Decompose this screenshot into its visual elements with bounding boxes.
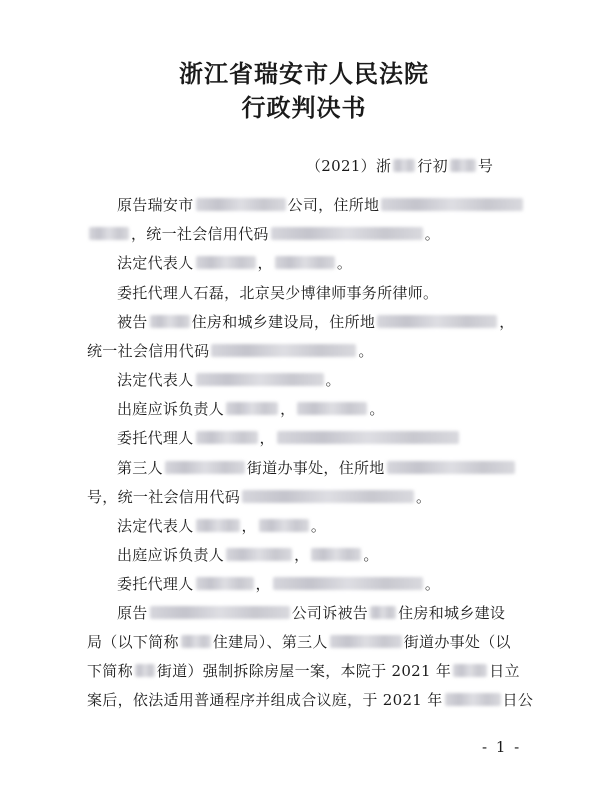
defendant-line: 被告 住房和城乡建设局，住所地 ， bbox=[117, 313, 515, 331]
redaction bbox=[196, 519, 240, 532]
third-party-legal-rep: 法定代表人 ， 。 bbox=[117, 517, 327, 535]
redaction bbox=[377, 315, 497, 328]
case-number: （2021）浙 行初 号 bbox=[306, 157, 494, 175]
redaction bbox=[242, 490, 414, 503]
defendant-agent: 委托代理人 ， bbox=[117, 428, 461, 448]
redaction bbox=[226, 548, 292, 561]
defendant-line-cont: 统一社会信用代码 。 bbox=[87, 342, 374, 360]
redaction bbox=[271, 227, 423, 240]
redaction bbox=[211, 344, 356, 357]
redaction bbox=[393, 159, 415, 172]
defendant-responsible-person: 出庭应诉负责人 ， 。 bbox=[117, 400, 385, 418]
third-party-agent: 委托代理人 ， 。 bbox=[117, 575, 441, 593]
redaction bbox=[370, 606, 396, 619]
redaction bbox=[196, 373, 324, 386]
case-summary-line4: 案后，依法适用普通程序并组成合议庭，于 2021 年 日公 bbox=[87, 691, 534, 709]
redaction bbox=[311, 548, 361, 561]
case-summary-line2: 局（以下简称 住建局）、第三人 街道办事处（以 bbox=[87, 633, 511, 651]
redaction bbox=[297, 402, 367, 415]
redaction bbox=[277, 431, 459, 444]
redaction bbox=[150, 315, 190, 328]
redaction bbox=[275, 256, 335, 269]
document-type-title: 行政判决书 bbox=[241, 94, 367, 122]
third-party-line: 第三人 街道办事处，住所地 bbox=[117, 458, 517, 478]
court-name-title: 浙江省瑞安市人民法院 bbox=[179, 60, 429, 88]
case-summary-line3: 下简称 街道）强制拆除房屋一案，本院于 2021 年 日立 bbox=[87, 662, 520, 680]
redaction bbox=[330, 635, 402, 648]
plaintiff-legal-rep: 法定代表人 ， 。 bbox=[117, 254, 353, 272]
plaintiff-line: 原告瑞安市 公司，住所地 bbox=[117, 195, 525, 215]
redaction bbox=[445, 693, 501, 706]
redaction bbox=[150, 606, 290, 619]
redaction bbox=[196, 198, 286, 211]
plaintiff-agent: 委托代理人石磊，北京吴少博律师事务所律师。 bbox=[117, 284, 439, 302]
redaction bbox=[259, 519, 309, 532]
redaction bbox=[196, 431, 258, 444]
redaction bbox=[181, 635, 211, 648]
redaction bbox=[453, 664, 487, 677]
redaction bbox=[226, 402, 278, 415]
redaction bbox=[196, 256, 256, 269]
plaintiff-line-cont: ，统一社会信用代码 。 bbox=[87, 224, 440, 244]
third-party-responsible-person: 出庭应诉负责人 ， 。 bbox=[117, 546, 379, 564]
redaction bbox=[387, 461, 515, 474]
redaction bbox=[450, 159, 476, 172]
redaction bbox=[165, 461, 245, 474]
redaction bbox=[273, 577, 423, 590]
redaction bbox=[196, 577, 254, 590]
redaction bbox=[381, 198, 523, 211]
defendant-legal-rep: 法定代表人 。 bbox=[117, 371, 341, 389]
redaction bbox=[135, 664, 155, 677]
case-summary-line1: 原告 公司诉被告 住房和城乡建设 bbox=[117, 604, 506, 622]
redaction bbox=[89, 227, 129, 240]
page-number: - 1 - bbox=[482, 738, 522, 756]
third-party-line-cont: 号，统一社会信用代码 。 bbox=[87, 488, 432, 506]
